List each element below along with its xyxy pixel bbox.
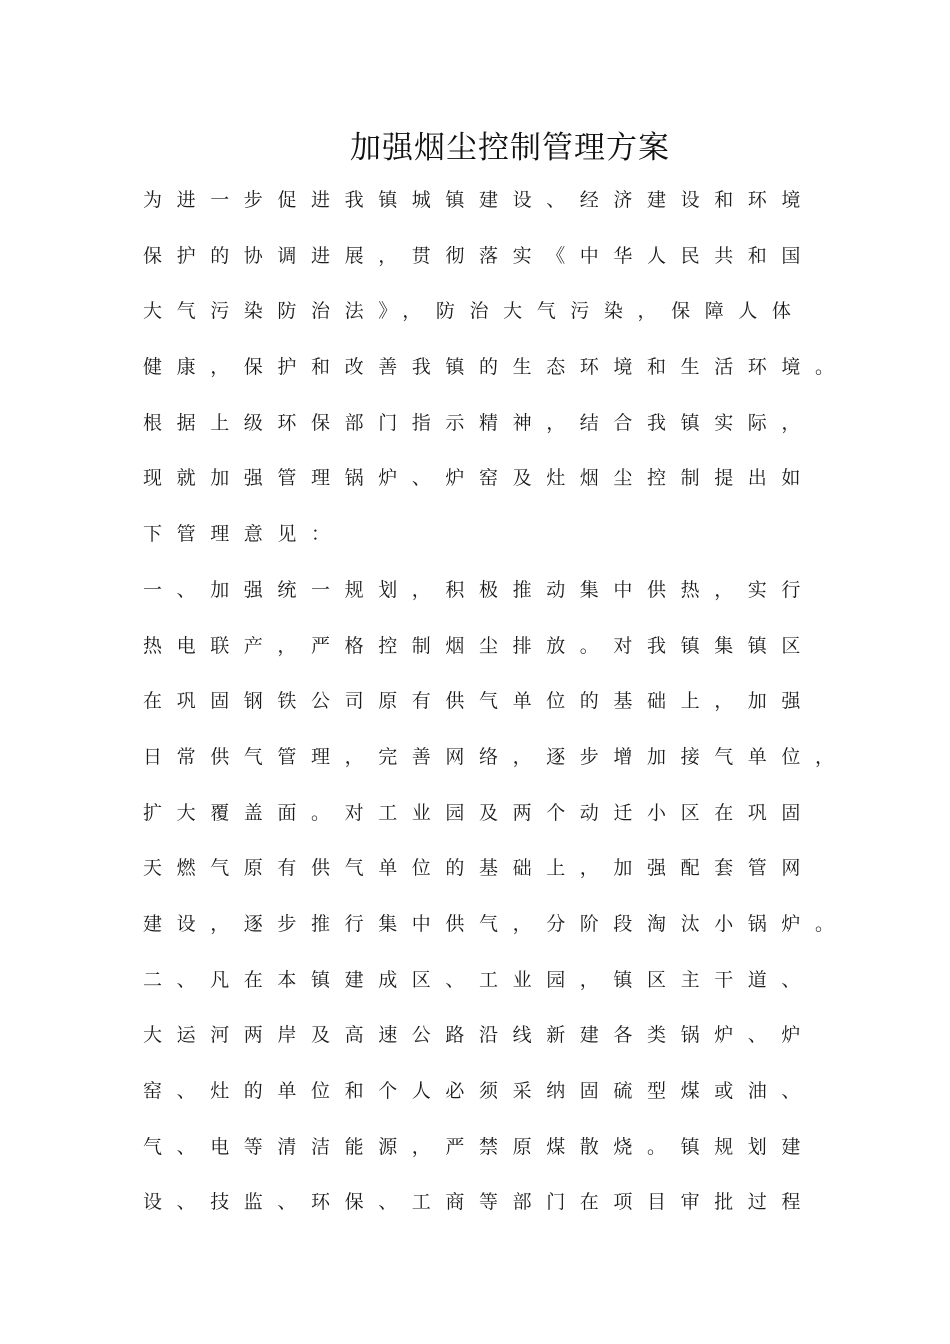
paragraph-line: 大运河两岸及高速公路沿线新建各类锅炉、炉 (143, 1024, 816, 1047)
paragraph-line: 下管理意见： (143, 523, 345, 546)
paragraph-line: 二、凡在本镇建成区、工业园，镇区主干道、 (143, 968, 816, 991)
paragraph-line: 建设，逐步推行集中供气，分阶段淘汰小锅炉。 (143, 912, 849, 935)
paragraph-line: 保护的协调进展，贯彻落实《中华人民共和国 (143, 244, 816, 267)
paragraph-line: 气、电等清洁能源，严禁原煤散烧。镇规划建 (143, 1135, 816, 1158)
paragraph-line: 日常供气管理，完善网络，逐步增加接气单位， (143, 745, 849, 768)
paragraph-line: 一、加强统一规划，积极推动集中供热，实行 (143, 578, 816, 601)
document-body (143, 178, 863, 1236)
document-title: 加强烟尘控制管理方案 (350, 130, 670, 166)
paragraph-line: 设、技监、环保、工商等部门在项目审批过程 (143, 1191, 816, 1214)
paragraph-line: 窑、灶的单位和个人必须采纳固硫型煤或油、 (143, 1080, 816, 1102)
paragraph-line: 在巩固钢铁公司原有供气单位的基础上，加强 (143, 690, 816, 713)
paragraph-line: 为进一步促进我镇城镇建设、经济建设和环境 (143, 189, 816, 211)
paragraph-line: 现就加强管理锅炉、炉窑及灶烟尘控制提出如 (143, 467, 816, 490)
paragraph-line: 天燃气原有供气单位的基础上，加强配套管网 (143, 857, 816, 880)
paragraph-line: 扩大覆盖面。对工业园及两个动迁小区在巩固 (143, 801, 816, 824)
paragraph-line: 大气污染防治法》，防治大气污染，保障人体 (143, 300, 806, 323)
paragraph-line: 健康，保护和改善我镇的生态环境和生活环境。 (143, 356, 849, 379)
paragraph-line: 热电联产，严格控制烟尘排放。对我镇集镇区 (143, 634, 816, 657)
paragraph-line: 根据上级环保部门指示精神，结合我镇实际， (143, 411, 816, 434)
